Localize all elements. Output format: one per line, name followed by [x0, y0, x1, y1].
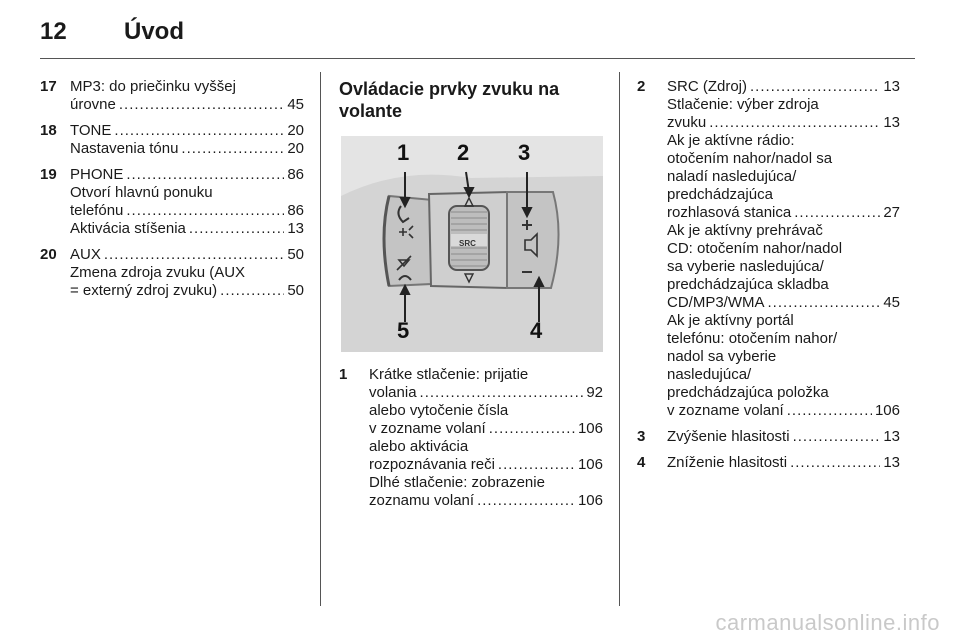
callout-4: 4	[530, 318, 543, 343]
middle-entry-list	[339, 366, 603, 510]
legend-entry-number: 18	[40, 122, 57, 139]
legend-entry-line	[70, 140, 304, 158]
legend-entry-line	[667, 454, 900, 472]
legend-entry-text: CD: otočením nahor/nadol	[667, 240, 843, 257]
legend-entry-text: v zozname volaní	[667, 402, 784, 419]
legend-entry-text: úrovne	[70, 96, 116, 113]
dot-leader	[189, 220, 284, 238]
page-reference[interactable]: 50	[287, 282, 304, 299]
legend-entry-number: 20	[40, 246, 57, 263]
legend-entry-line	[70, 246, 304, 264]
legend-entry-text: rozhlasová stanica	[667, 204, 792, 221]
legend-entry-line	[667, 168, 900, 186]
legend-entry-text: Zvýšenie hlasitosti	[667, 428, 790, 445]
legend-entry-line	[70, 166, 304, 184]
legend-entry-line	[667, 186, 900, 204]
column-divider-left	[320, 72, 321, 606]
legend-entry-line	[667, 428, 900, 446]
legend-entry-text: zvuku	[667, 114, 707, 131]
page-reference[interactable]: 106	[577, 456, 603, 473]
legend-entry-line	[70, 184, 304, 202]
legend-entry-text: predchádzajúca položka	[667, 384, 829, 401]
legend-entry-line	[70, 122, 304, 140]
legend-entry	[40, 78, 304, 114]
legend-entry-line	[369, 456, 603, 474]
legend-entry-text: Otvorí hlavnú ponuku	[70, 184, 213, 201]
legend-entry	[40, 246, 304, 300]
page-reference[interactable]: 13	[883, 78, 900, 95]
legend-entry-line	[369, 384, 603, 402]
src-label: SRC	[459, 239, 476, 248]
legend-entry-line	[667, 204, 900, 222]
right-column	[637, 78, 900, 480]
legend-entry-line	[667, 222, 900, 240]
legend-entry-text: nadol sa vyberie	[667, 348, 777, 365]
legend-entry-line	[369, 492, 603, 510]
callout-5: 5	[397, 318, 410, 343]
legend-entry-line	[667, 384, 900, 402]
page-reference[interactable]: 92	[586, 384, 603, 401]
left-column	[40, 78, 304, 308]
page-reference[interactable]: 13	[883, 114, 900, 131]
legend-entry-line	[369, 420, 603, 438]
legend-entry-number: 2	[637, 78, 646, 95]
legend-entry-text: Stlačenie: výber zdroja	[667, 96, 819, 113]
legend-entry-number: 19	[40, 166, 57, 183]
legend-entry-line	[70, 220, 304, 238]
legend-entry-text: TONE	[70, 122, 112, 139]
legend-entry-text: PHONE	[70, 166, 124, 183]
page-reference[interactable]: 106	[874, 402, 900, 419]
page-reference[interactable]: 13	[883, 454, 900, 471]
legend-entry-text: alebo vytočenie čísla	[369, 402, 509, 419]
right-entry-list	[637, 78, 900, 472]
page-reference[interactable]: 13	[287, 220, 304, 237]
legend-entry-text: Zníženie hlasitosti	[667, 454, 788, 471]
legend-entry-text: v zozname volaní	[369, 420, 486, 437]
page-header	[40, 18, 920, 58]
legend-entry-text: predchádzajúca skladba	[667, 276, 829, 293]
legend-entry-line	[667, 402, 900, 420]
dot-leader	[220, 282, 284, 300]
legend-entry-line	[369, 438, 603, 456]
watermark: carmanualsonline.info	[715, 610, 940, 635]
legend-entry-line	[369, 402, 603, 420]
page-reference[interactable]: 20	[287, 122, 304, 139]
legend-entry-line	[667, 312, 900, 330]
legend-entry-text: Dlhé stlačenie: zobrazenie	[369, 474, 545, 491]
legend-entry	[637, 78, 900, 420]
page-number: 12	[40, 18, 67, 45]
dot-leader	[489, 420, 575, 438]
header-rule	[40, 58, 915, 59]
legend-entry-text: Ak je aktívny prehrávač	[667, 222, 823, 239]
legend-entry-text: MP3: do priečinku vyššej	[70, 78, 236, 95]
page-reference[interactable]: 13	[883, 428, 900, 445]
legend-entry-text: CD/MP3/WMA	[667, 294, 765, 311]
page-reference[interactable]: 45	[883, 294, 900, 311]
callout-3: 3	[518, 140, 531, 165]
page-reference[interactable]: 86	[287, 202, 304, 219]
dot-leader	[477, 492, 575, 510]
legend-entry-line	[70, 264, 304, 282]
legend-entry-line	[667, 330, 900, 348]
legend-entry-number: 1	[339, 366, 348, 383]
legend-entry-text: zoznamu volaní	[369, 492, 475, 509]
legend-entry-line	[667, 348, 900, 366]
page-reference[interactable]: 27	[883, 204, 900, 221]
legend-entry	[40, 122, 304, 158]
legend-entry	[40, 166, 304, 238]
legend-entry-line	[70, 202, 304, 220]
legend-entry-line	[667, 96, 900, 114]
dot-leader	[787, 402, 872, 420]
legend-entry-text: telefónu: otočením nahor/	[667, 330, 838, 347]
legend-entry-line	[70, 282, 304, 300]
dot-leader	[126, 166, 284, 184]
legend-entry-text: predchádzajúca	[667, 186, 773, 203]
section-title-line-2: volante	[339, 101, 403, 121]
page-reference[interactable]: 50	[287, 246, 304, 263]
legend-entry-number: 3	[637, 428, 646, 445]
legend-entry-text: volania	[369, 384, 417, 401]
callout-2: 2	[457, 140, 470, 165]
legend-entry-text: nasledujúca/	[667, 366, 752, 383]
legend-entry	[637, 454, 900, 472]
legend-entry-text: naladí nasledujúca/	[667, 168, 797, 185]
legend-entry-line	[667, 114, 900, 132]
legend-entry	[637, 428, 900, 446]
legend-entry-text: telefónu	[70, 202, 124, 219]
page-reference[interactable]: 45	[287, 96, 304, 113]
legend-entry-text: Krátke stlačenie: prijatie	[369, 366, 529, 383]
legend-entry-line	[667, 294, 900, 312]
legend-entry-number: 17	[40, 78, 57, 95]
left-entry-list	[40, 78, 304, 300]
dot-leader	[793, 428, 881, 446]
dot-leader	[126, 202, 284, 220]
page-title: Úvod	[124, 18, 184, 45]
left-button-panel	[384, 196, 433, 286]
dot-leader	[709, 114, 880, 132]
legend-entry-line	[667, 276, 900, 294]
page-reference[interactable]: 106	[577, 420, 603, 437]
legend-entry-line	[70, 96, 304, 114]
dot-leader	[420, 384, 584, 402]
page-reference[interactable]: 20	[287, 140, 304, 157]
right-button-panel	[507, 192, 559, 288]
legend-entry-line	[667, 78, 900, 96]
callout-1: 1	[397, 140, 410, 165]
legend-entry-line	[667, 150, 900, 168]
middle-column	[339, 78, 603, 518]
dot-leader	[794, 204, 880, 222]
section-title	[339, 78, 603, 122]
legend-entry-line	[369, 474, 603, 492]
dot-leader	[114, 122, 284, 140]
legend-entry-line	[667, 366, 900, 384]
dot-leader	[181, 140, 284, 158]
legend-entry-text: sa vyberie nasledujúca/	[667, 258, 824, 275]
legend-entry-text: = externý zdroj zvuku)	[70, 282, 218, 299]
dot-leader	[750, 78, 880, 96]
dot-leader	[790, 454, 880, 472]
legend-entry-text: rozpoznávania reči	[369, 456, 495, 473]
legend-entry-text: alebo aktivácia	[369, 438, 469, 455]
legend-entry-line	[667, 258, 900, 276]
legend-entry-text: Ak je aktívny portál	[667, 312, 794, 329]
dot-leader	[498, 456, 575, 474]
dot-leader	[104, 246, 284, 264]
legend-entry-text: Zmena zdroja zvuku (AUX	[70, 264, 246, 281]
legend-entry-line	[369, 366, 603, 384]
legend-entry-text: AUX	[70, 246, 101, 263]
page-reference[interactable]: 106	[577, 492, 603, 509]
legend-entry-text: otočením nahor/nadol sa	[667, 150, 833, 167]
legend-entry-line	[667, 132, 900, 150]
steering-wheel-controls-figure	[341, 136, 603, 352]
page-reference[interactable]: 86	[287, 166, 304, 183]
legend-entry-text: SRC (Zdroj)	[667, 78, 748, 95]
legend-entry-line	[70, 78, 304, 96]
legend-entry	[339, 366, 603, 510]
column-divider-right	[619, 72, 620, 606]
section-title-line-1: Ovládacie prvky zvuku na	[339, 79, 560, 99]
legend-entry-number: 4	[637, 454, 646, 471]
legend-entry-text: Ak je aktívne rádio:	[667, 132, 795, 149]
legend-entry-text: Nastavenia tónu	[70, 140, 179, 157]
legend-entry-text: Aktivácia stíšenia	[70, 220, 186, 237]
dot-leader	[119, 96, 284, 114]
legend-entry-line	[667, 240, 900, 258]
dot-leader	[768, 294, 881, 312]
